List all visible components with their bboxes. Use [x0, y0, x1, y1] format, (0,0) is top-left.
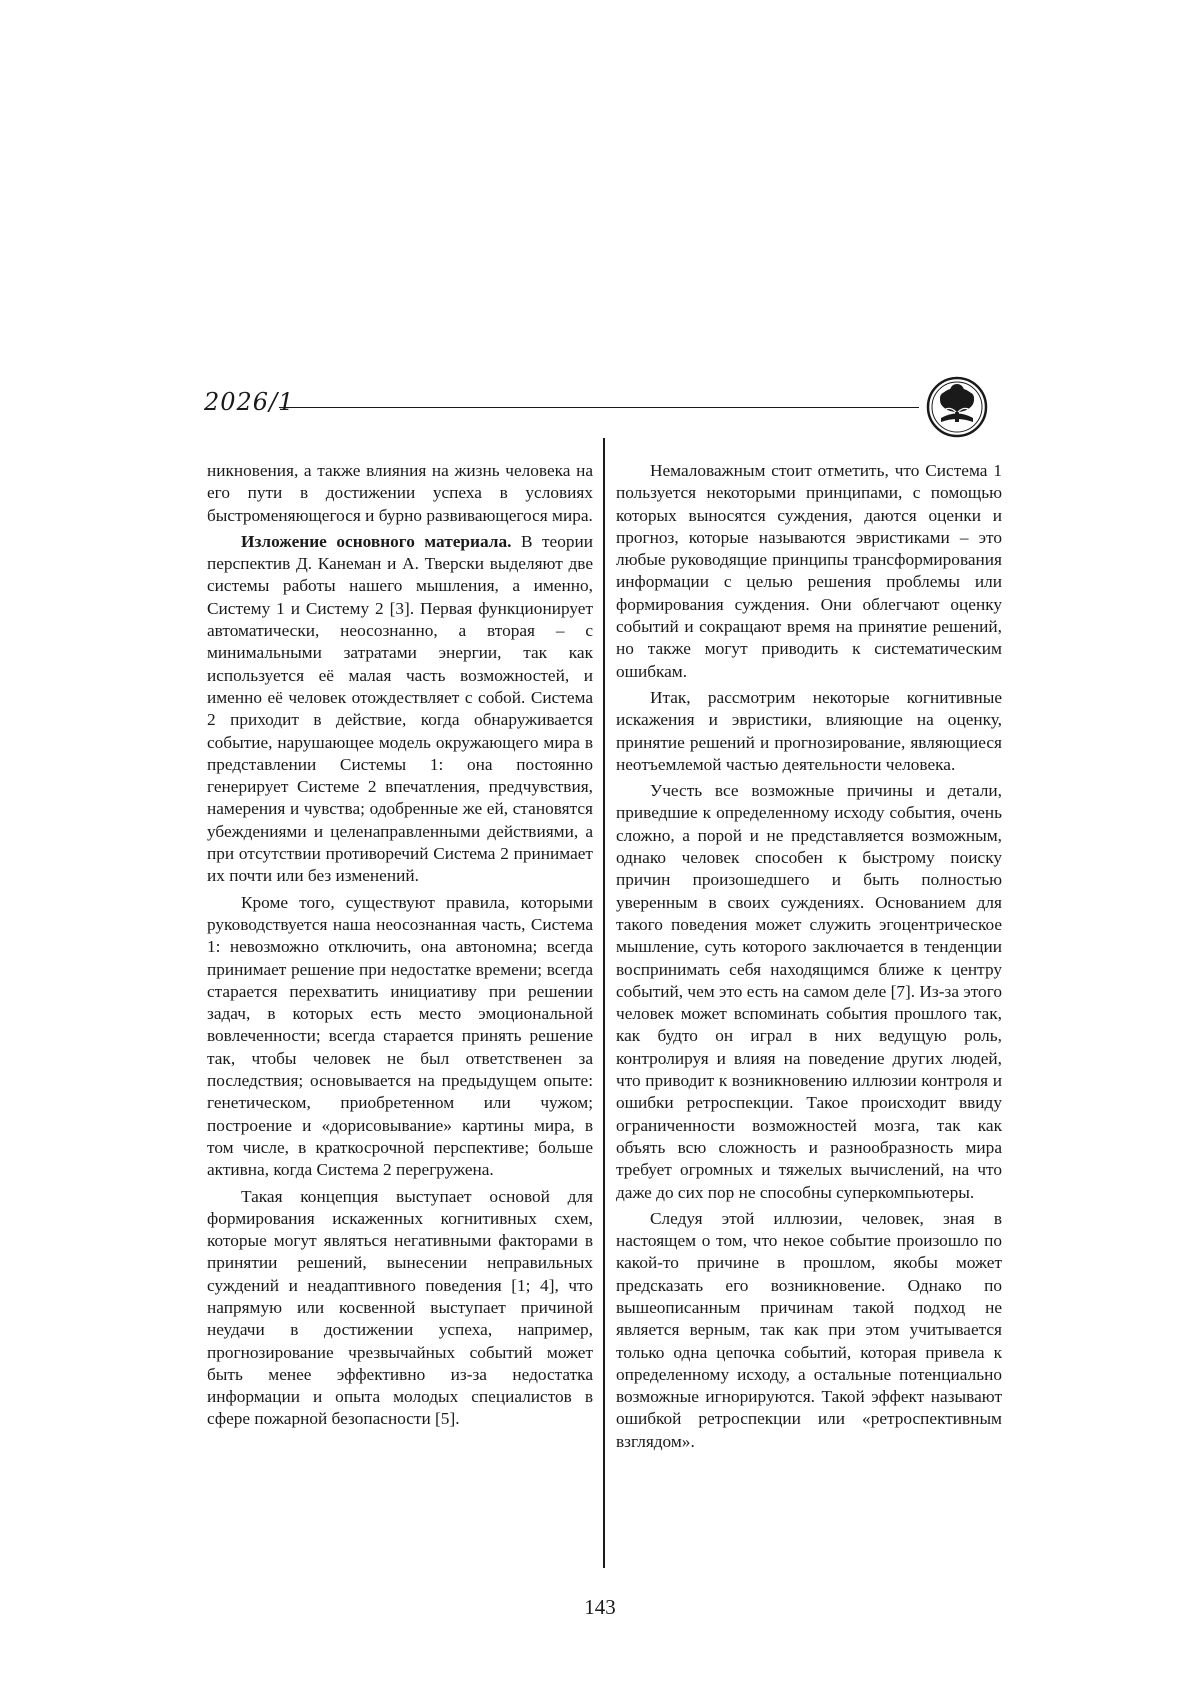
page-number: 143 [584, 1595, 616, 1619]
paragraph: Такая концепция выступает основой для формирования искаженных когнитивных схем, которые могут являться негативными факторами в принятии решений, вынесении неправильных суждений и неадаптивного поведения [1; 4], что напрямую или косвенной выступает причиной неудачи в достижении успеха, например, прогнозирование чрезвычайных событий может быть менее эффективно из-за недостатка информации и опыта молодых специалистов в сфере пожарной безопасности [5]. [207, 1186, 593, 1429]
left-column [207, 460, 593, 1431]
running-header [204, 376, 1004, 436]
journal-emblem-icon [926, 376, 988, 438]
issue-number: 2026/1 [204, 388, 295, 416]
paragraph: Учесть все возможные причины и детали, приведшие к определенному исходу события, очень сложно, а порой и не представляется возможным, однако человек способен к быстрому поиску причин произошедшего и быть полностью уверенным в своих суждениях. Основанием для такого поведения может служить эгоцентрическое мышление, суть которого заключается в тенденции воспринимать себя находящимся ближе к центру событий, чем это есть на самом деле [7]. Из-за этого человек может вспоминать события прошлого так, как будто он играл в них ведущую роль, контролируя и влияя на поведение других людей, что приводит к возникновению иллюзии контроля и ошибки ретроспекции. Такое происходит ввиду ограниченности возможностей мозга, так как объять всю сложность и разнообразность мира требует огромных и тяжелых вычислений, на что даже до сих пор не способны суперкомпьютеры. [616, 781, 1002, 1202]
section-heading: Изложение основного материала. [241, 531, 512, 551]
column-divider [603, 438, 605, 1568]
right-column [616, 460, 1002, 1453]
paragraph: никновения, а также влияния на жизнь человека на его пути в достижении успеха в условиях быстроменяющегося и бурно развивающегося мира. [207, 461, 593, 525]
header-rule [279, 407, 919, 408]
paragraph: Кроме того, существуют правила, которыми руководствуется наша неосознанная часть, Система 1: невозможно отключить, она автономна; всегда принимает решение при недостатке времени; всегда старается перехватить инициативу при решении задач, в которых есть место эмоциональной вовлеченности; всегда старается принять решение так, чтобы человек не был ответственен за последствия; основывается на предыдущем опыте: генетическом, приобретенном или чужом; построение и «дорисовывание» картины мира, в том числе, в краткосрочной перспективе; больше активна, когда Система 2 перегружена. [207, 892, 593, 1180]
paragraph: Итак, рассмотрим некоторые когнитивные искажения и эвристики, влияющие на оценку, принятие решений и прогнозирование, являющиеся неотъемлемой частью деятельности человека. [616, 687, 1002, 774]
paragraph-text: В теории перспектив Д. Канеман и А. Тверски выделяют две системы работы нашего мышления, а именно, Систему 1 и Систему 2 [3]. Первая функционирует автоматически, неосознанно, а вторая – с минимальными затратами энергии, так как используется её малая часть возможностей, и именно её человек отождествляет с собой. Система 2 приходит в действие, когда обнаруживается событие, нарушающее модель окружающего мира в представлении Системы 1: она постоянно генерирует Системе 2 впечатления, предчувствия, намерения и чувства; одобренные же ей, становятся убеждениями и целенаправленными действиями, а при отсутствии противоречий Система 2 принимает их почти или без изменений. [207, 531, 593, 886]
paragraph: Следуя этой иллюзии, человек, зная в настоящем о том, что некое событие произошло по какой-то причине в прошлом, якобы может предсказать его возникновение. Однако по вышеописанным причинам такой подход не является верным, так как при этом учитывается только одна цепочка событий, которая привела к определенному исходу, а остальные потенциально возможные игнорируются. Такой эффект называют ошибкой ретроспекции или «ретроспективным взглядом». [616, 1208, 1002, 1451]
paragraph: Немаловажным стоит отметить, что Система 1 пользуется некоторыми принципами, с помощью которых выносятся суждения, даются оценки и прогноз, которые называются эвристиками – это любые руководящие принципы трансформирования информации с целью решения проблемы или формирования суждения. Они облегчают оценку событий и сокращают время на принятие решений, но также могут приводить к систематическим ошибкам. [616, 461, 1002, 681]
paragraph-main-material [207, 531, 593, 888]
